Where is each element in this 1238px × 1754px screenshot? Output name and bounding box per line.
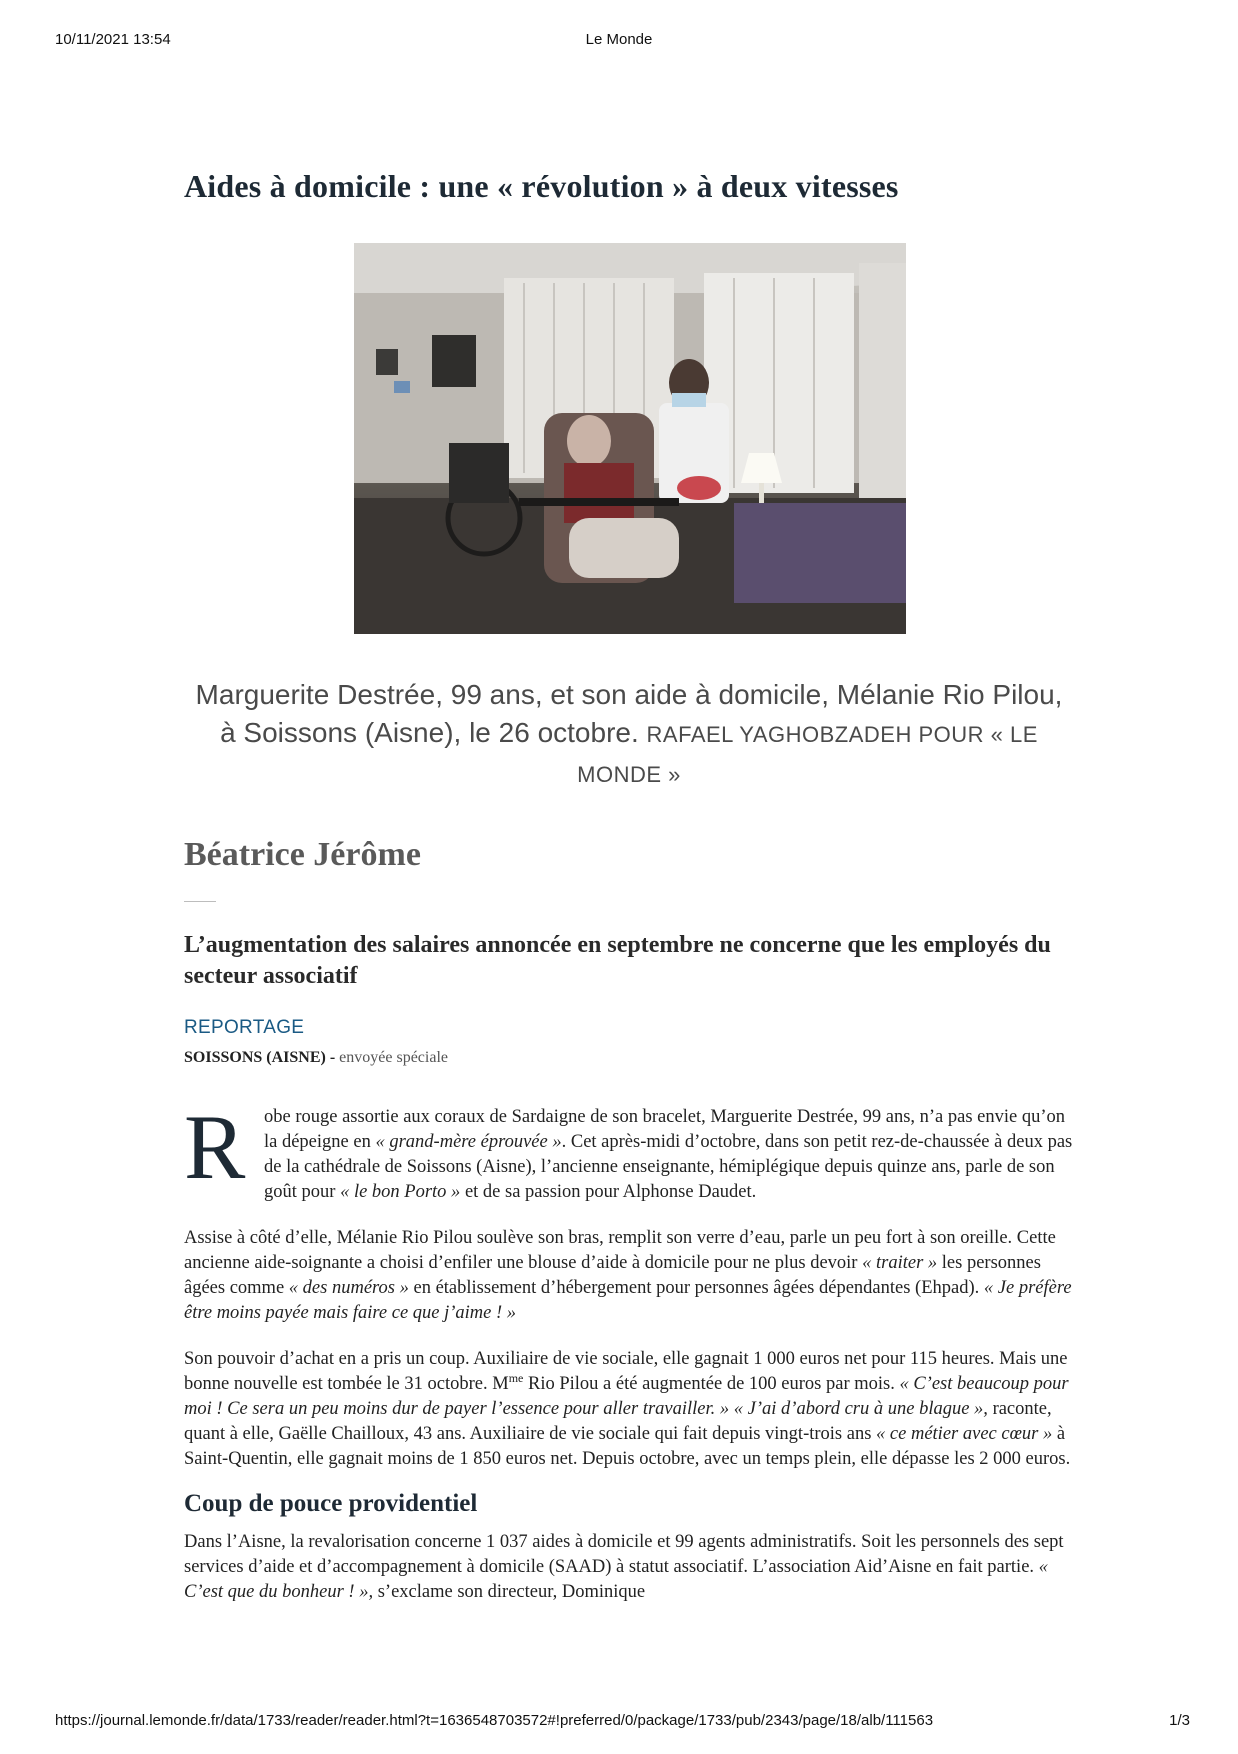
drop-cap: R	[184, 1096, 246, 1198]
p1-text-b: . Cet après-midi d’octobre, dans son petit rez-de-chaussée à deux pas de la cathédrale de Soissons (Aisne), l’ancienne enseignante, hémiplégique depuis quinze ans, parle de son goût pour	[264, 1132, 1073, 1202]
p3-text-c: raconte, quant à elle, Gaëlle Chailloux, 43 ans. Auxiliaire de vie sociale qui fait depuis vingt-trois ans	[184, 1399, 1052, 1444]
paragraph-4	[184, 1530, 1074, 1605]
p4-text-b: s’exclame son directeur, Dominique	[373, 1582, 646, 1602]
p3-text-a: Son pouvoir d’achat en a pris un coup. Auxiliaire de vie sociale, elle gagnait 1 000 euros net pour 115 heures. Mais une bonne nouvelle est tombée le 31 octobre. M	[184, 1349, 1068, 1394]
p2-quote-1: « traiter »	[862, 1253, 938, 1273]
p1-quote-2: « le bon Porto »	[340, 1182, 461, 1202]
author-name[interactable]: Béatrice Jérôme	[184, 836, 421, 873]
print-footer	[0, 1712, 1238, 1732]
p3-text-b: Rio Pilou a été augmentée de 100 euros par mois.	[523, 1374, 900, 1394]
photo-illustration	[354, 243, 906, 634]
article-body	[184, 1096, 1074, 1605]
paragraph-2	[184, 1226, 1074, 1326]
dateline-role: envoyée spéciale	[339, 1049, 448, 1066]
article-headline: Aides à domicile : une « révolution » à deux vitesses	[184, 168, 899, 204]
paragraph-3	[184, 1347, 1074, 1472]
caption-credit: RAFAEL YAGHOBZADEH POUR « LE MONDE »	[577, 722, 1038, 787]
print-datetime: 10/11/2021 13:54	[55, 31, 171, 48]
p2-quote-2: « des numéros »	[288, 1278, 409, 1298]
dateline	[184, 1049, 448, 1067]
p2-text-c: en établissement d’hébergement pour personnes âgées dépendantes (Ehpad).	[408, 1278, 984, 1298]
print-site-title: Le Monde	[585, 31, 653, 48]
section-label: REPORTAGE	[184, 1017, 305, 1038]
p2-text-a: Assise à côté d’elle, Mélanie Rio Pilou soulève son bras, remplit son verre d’eau, parle un peu fort à son oreille. Cette ancienne aide-soignante a choisi d’enfiler une blouse d’aide à domicile pour ne plus devoir	[184, 1228, 1056, 1273]
print-header	[0, 31, 1238, 51]
author-divider	[184, 901, 216, 902]
caption-text: Marguerite Destrée, 99 ans, et son aide à domicile, Mélanie Rio Pilou, à Soissons (Aisne), le 26 octobre.	[195, 679, 1063, 748]
p4-text-a: Dans l’Aisne, la revalorisation concerne 1 037 aides à domicile et 99 agents administratifs. Soit les personnels des sept services d’aide et d’accompagnement à domicile (SAAD) à statut associatif. L’association Aid’Aisne en fait partie.	[184, 1532, 1064, 1577]
dateline-separator: -	[325, 1049, 340, 1066]
dateline-location: SOISSONS (AISNE)	[184, 1049, 326, 1066]
p3-text-d: à Saint-Quentin, elle gagnait moins de 1 850 euros net. Depuis octobre, avec un temps plein, elle dépasse les 2 000 euros.	[184, 1424, 1071, 1469]
p1-text-a: obe rouge assortie aux coraux de Sardaigne de son bracelet, Marguerite Destrée, 99 ans, n’a pas envie qu’on la dépeigne en	[264, 1107, 1066, 1152]
p1-text-c: et de sa passion pour Alphonse Daudet.	[460, 1182, 757, 1202]
p4-quote-1: « C’est que du bonheur ! »,	[184, 1557, 1048, 1602]
paragraph-1	[184, 1096, 1074, 1205]
print-page-count: 1/3	[1169, 1712, 1190, 1729]
p2-text-b: les personnes âgées comme	[184, 1253, 1041, 1298]
section-subhead: Coup de pouce providentiel	[184, 1490, 478, 1517]
article-standfirst: L’augmentation des salaires annoncée en septembre ne concerne que les employés du secteur associatif	[184, 932, 1051, 989]
photo-caption	[184, 676, 1074, 794]
p3-superscript: me	[508, 1370, 524, 1385]
p1-quote-1: « grand-mère éprouvée »	[375, 1132, 562, 1152]
p3-quote-1: « C’est beaucoup pour moi ! Ce sera un peu moins dur de payer l’essence pour aller travailler. » « J’ai d’abord cru à une blague »,	[184, 1374, 1069, 1419]
print-url[interactable]: https://journal.lemonde.fr/data/1733/reader/reader.html?t=1636548703572#!preferred/0/package/1733/pub/2343/page/18/alb/111563	[55, 1712, 934, 1729]
article-photo	[354, 243, 906, 634]
p3-quote-2: « ce métier avec cœur »	[876, 1424, 1053, 1444]
p2-quote-3: « Je préfère être moins payée mais faire ce que j’aime ! »	[184, 1278, 1072, 1323]
